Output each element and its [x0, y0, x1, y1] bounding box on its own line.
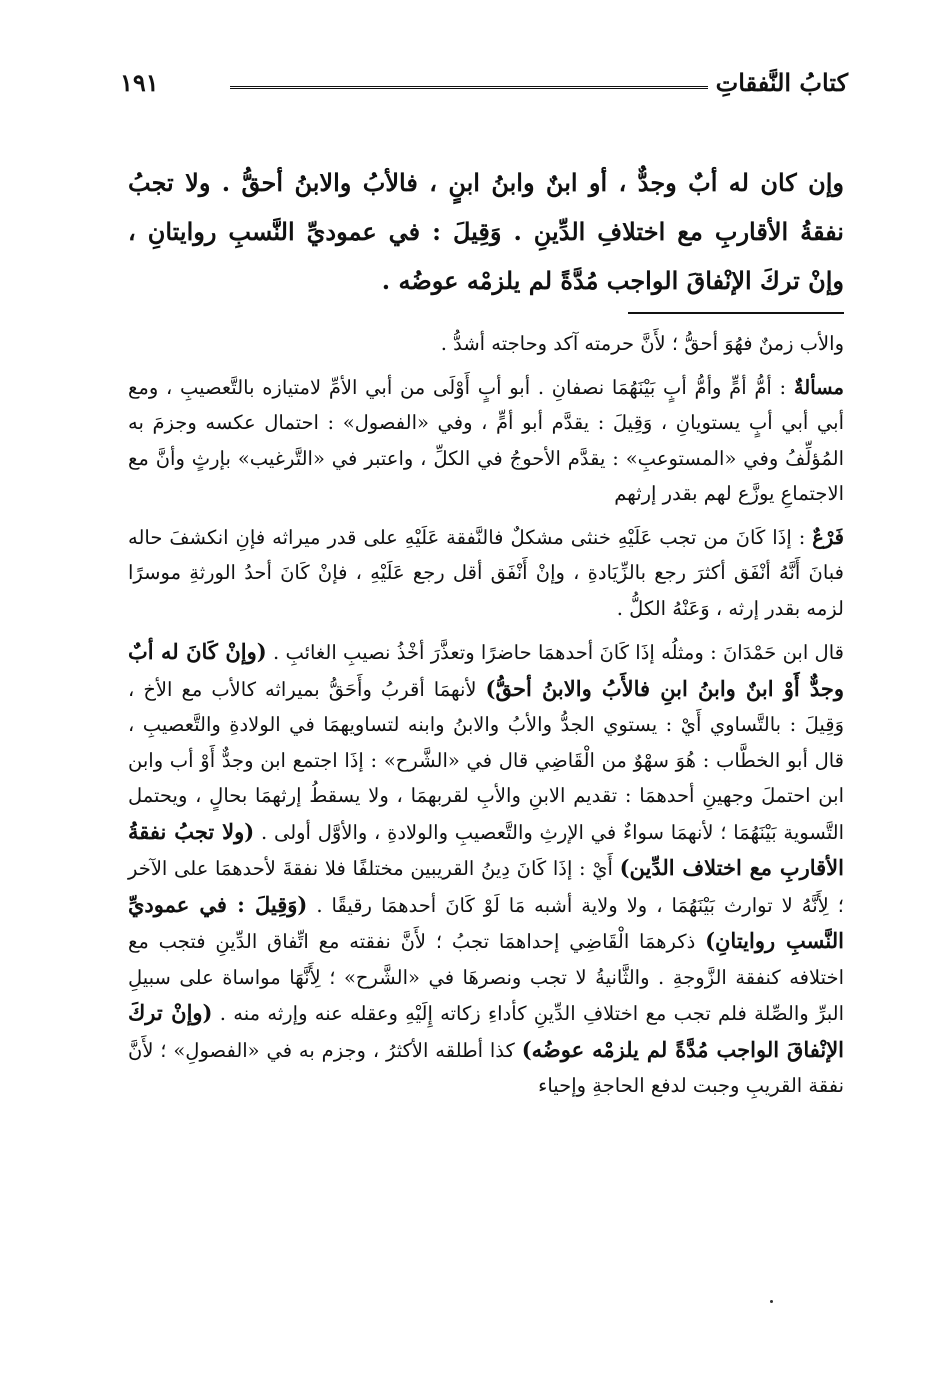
- paragraph-text: ذكرهمَا الْقَاضِي إحداهمَا تجبُ ؛ لأَنَّ نفقته مع اتِّفاق الدِّينِ فتجب مع اختلافه كنفقة الزَّوجةِ . والثَّانيةُ لا تجب ونصرهَا في «الشَّرح» ؛ لِأَنَّهَا مواساة على سبيلِ البرِّ والصِّلة فلم تجب مع اختلافِ الدِّينِ كأداءِ زكاته إِلَيْهِ وعقله عنه وإرثه منه .: [128, 930, 844, 1025]
- quoted-matn: (وإنْ تركَ الإنْفاقَ الواجب مُدَّةً لم يلزمْه عوضُه): [128, 1000, 844, 1062]
- paragraph-heading: فَرْعٌ: [812, 525, 844, 549]
- paragraph-text: قال ابن حَمْدَانَ : ومثلُه إذَا كَانَ أحدهمَا حاضرًا وتعذَّرَ أخْذُ نصيبِ الغائبِ .: [266, 641, 844, 664]
- paragraph-text: والأب زمنٌ فهُوَ أحقُّ ؛ لأَنَّ حرمته آكد وحاجته أشدُّ .: [440, 332, 844, 355]
- matn-text: وإن كان له أبٌ وجدٌّ ، أو ابنٌ وابنُ ابنٍ ، فالأبُ والابنُ أحقُّ . ولا تجبُ نفقةُ الأقاربِ مع اختلافِ الدِّينِ . وَقِيلَ : في عموديِّ النَّسبِ روايتانِ ، وإنْ تركَ الإنْفاقَ الواجب مُدَّةً لم يلزمْه عوضُه .: [128, 168, 844, 295]
- header-rule: [230, 86, 708, 92]
- sharh-commentary: [128, 326, 844, 1112]
- paragraph-heading: مسألةٌ: [793, 375, 844, 399]
- paragraph-text: كذا أطلقه الأكثرُ ، وجزم به في «الفصولِ» ؛ لأَنَّ نفقة القريبِ وجبت لدفع الحاجةِ وإحياء: [128, 1038, 844, 1097]
- paragraph: [128, 326, 844, 362]
- section-divider: [628, 312, 844, 314]
- paragraph-text: لأنهمَا أقربُ وأَحَقُّ بميراثه كالأب مع الأخ ، وَقِيلَ : بالتَّساوي أَيْ : يستوي الجدُّ والأبُ والابنُ وابنه لتساويهمَا في الولادةِ والتَّعصيبِ ، قال أبو الخطَّاب : هُوَ سهْوٌ من الْقَاضِي قال في «الشَّرح» : إذَا اجتمع ابن وجدٌّ أَوْ أب وابن ابن احتملَ وجهينِ أحدهمَا : تقديم الابنِ والأبِ لقربهمَا ، ولا يسقطُ إرثهمَا بحالٍ ، ويحتمل التَّسوية بَيْنَهُمَا ؛ لأنهمَا سواءٌ في الإرثِ والتَّعصيبِ والولادةِ ، والأوَّل أولى .: [128, 677, 845, 844]
- paragraph: [128, 520, 844, 627]
- scan-speck: [770, 1300, 773, 1303]
- quoted-matn: (وإنْ كَانَ له أبٌ وجدٌّ أَوْ ابنٌ وابنُ ابنِ فالأَبُ والابنُ أحقُّ): [128, 639, 844, 701]
- paragraph: [128, 634, 844, 1104]
- quoted-matn: (ولا تجبُ نفقةُ الأقاربِ مع اختلاف الدِّين): [128, 818, 844, 880]
- chapter-title: كتابُ النَّفقاتِ: [715, 68, 848, 97]
- paragraph-text: : أمُّ أمٍّ وأمُّ أبٍ بَيْنَهُمَا نصفانِ . أبو أبٍ أَوْلَى من أبي الأمِّ لامتيازه بالتَّعصيبِ ، ومع أبي أبي أبٍ يستويانِ ، وَقِيلَ : يقدَّم أبو أمٍّ ، وفي «الفصول» : احتمال عكسه وجزمَ به المُؤلِّفُ وفي «المستوعبِ» : يقدَّم الأحوجُ في الكلِّ ، واعتبر في «التَّرغيب» بإرثٍ وأنَّ مع الاجتماعِ يوزَّع لهم بقدر إرثهم: [128, 375, 844, 505]
- page-header: [120, 64, 848, 108]
- page-number: ١٩١: [120, 68, 159, 97]
- quoted-matn: (وَقِيلَ : في عموديِّ النَّسبِ روايتانِ): [128, 891, 844, 953]
- paragraph-text: : إذَا كَانَ من تجب عَلَيْهِ خنثى مشكلٌ فالنَّفقة عَلَيْهِ على قدر ميراثه فإنِ انكشفَ حاله فبانَ أَنَّهُ أنْفَق أكثرَ رجع بالزِّيَادةِ ، وإنْ أَنْفَق أقل رجع عَلَيْهِ ، فإنْ كَانَ أحدُ الورثةِ موسرًا لزمه بقدر إرثه ، وَعَنْهُ الكلُّ .: [128, 525, 844, 620]
- paragraph: [128, 370, 844, 512]
- paragraph-text: أَيْ : إذَا كَانَ دِينُ القريبين مختلفًا فلا نفقةَ لأحدهمَا على الآخر ؛ لِأَنَّهُ لا توارث بَيْنَهُمَا ، ولا ولاية أشبه مَا لَوْ كَانَ أحدهمَا رقيقًا .: [128, 857, 844, 917]
